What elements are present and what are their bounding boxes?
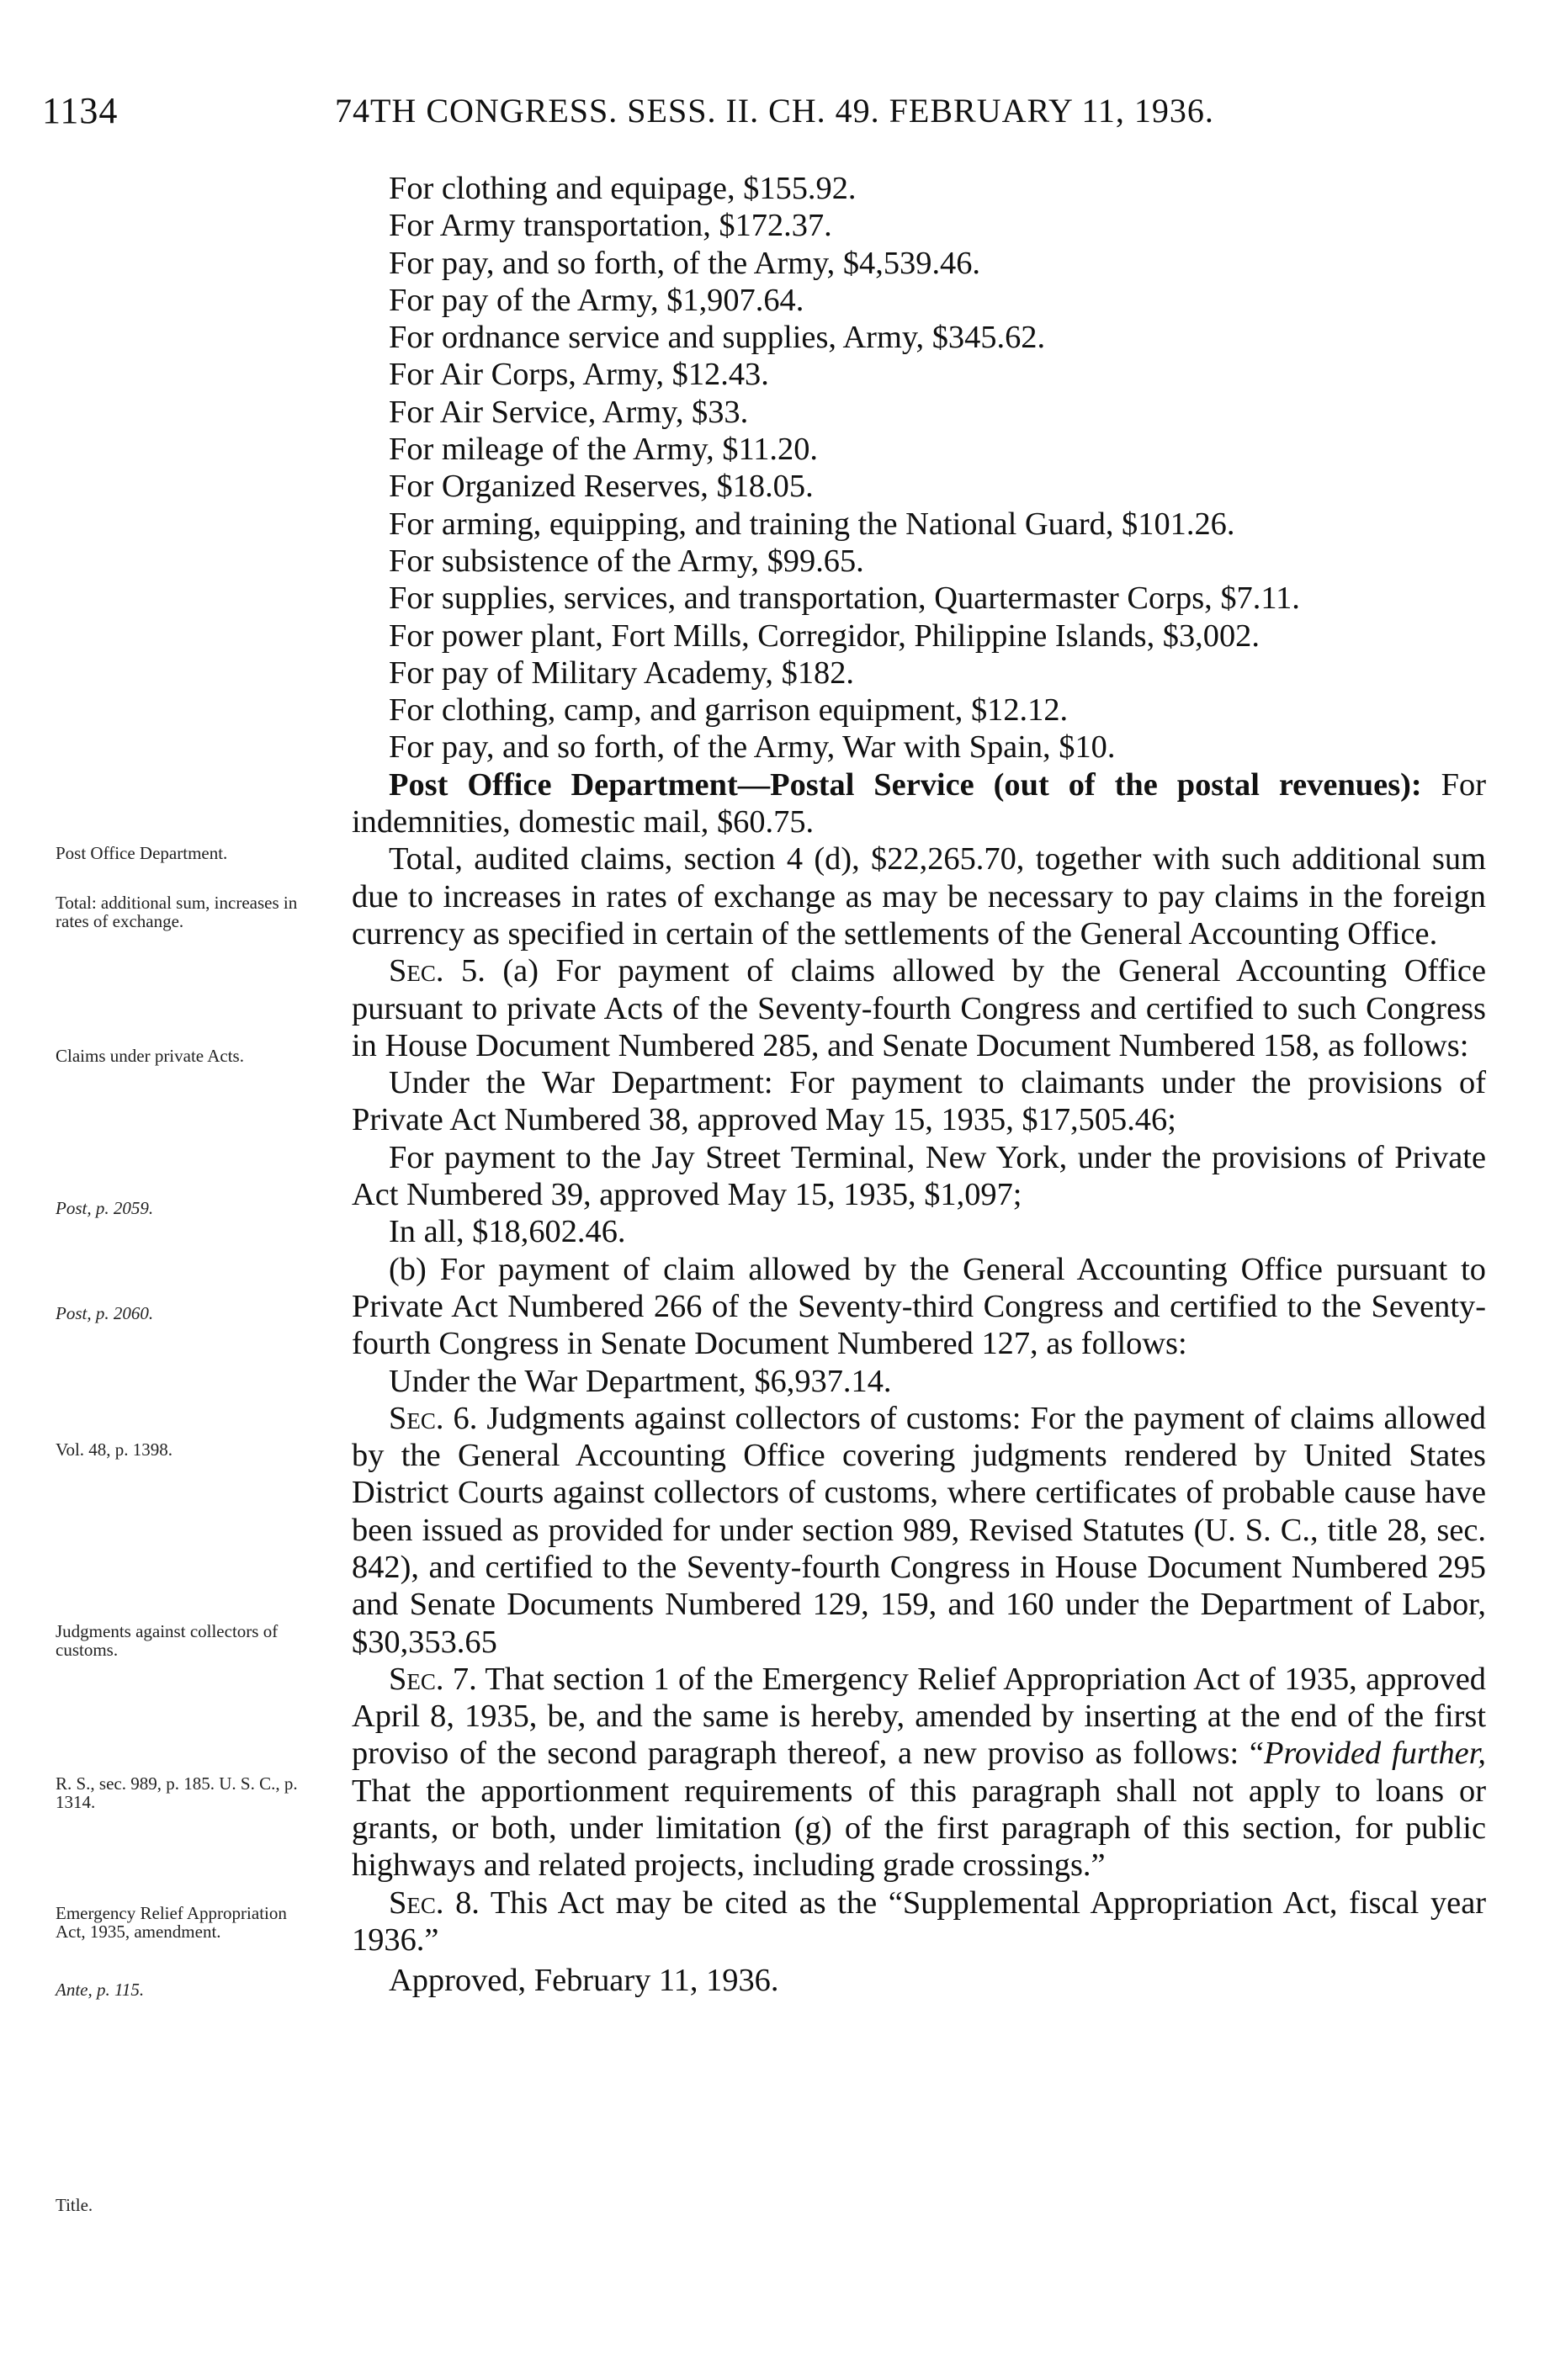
total-claims-paragraph: Total, audited claims, section 4 (d), $22,265.70, together with such additional sum due to increases in rates of exchange as may be necessary to pay claims in the foreign currency as specified in certain of the settlements of the General Accounting Office. [352, 841, 1486, 951]
sec8-text: This Act may be cited as the “Supplemental Appropriation Act, fiscal year 1936.” [352, 1884, 1487, 1958]
line-item: For pay, and so forth, of the Army, War with Spain, $10. [389, 729, 1116, 766]
margin-note-post-office: Post Office Department. [56, 843, 228, 863]
line-item: For pay of the Army, $1,907.64. [389, 282, 804, 318]
margin-note-emergency: Emergency Relief Appropriation Act, 1935, amendment. [56, 1903, 287, 1942]
line-item: For pay of Military Academy, $182. [389, 655, 855, 691]
margin-note-total: Total: additional sum, increases in rates of exchange. [56, 893, 298, 931]
sec5-text: (a) For payment of claims allowed by the General Accounting Office pursuant to private Acts of the Seventy-fourth Congress and certified to such Congress in House Document Numbered 285, and Senate Document Numbered 158, as follows: [352, 953, 1486, 1063]
approved-line: Approved, February 11, 1936. [389, 1963, 779, 1999]
post-office-text: For indemnities, domestic mail, $60.75. [352, 766, 1486, 840]
line-item: For Army transportation, $172.37. [389, 208, 832, 244]
margin-note-post-2060: Post, p. 2060. [56, 1303, 154, 1323]
line-item: For Air Service, Army, $33. [389, 394, 749, 430]
page-number: 1134 [42, 90, 119, 131]
sec6-text: Judgments against collectors of customs: For the payment of claims allowed by the General Accounting Office covering judgments rendered by United States District Courts against collectors of customs, where certificates of probable cause have been issued as provided for under section 989, Revised Statutes (U. S. C., title 28, sec. 842), and certified to the Seventy-fourth Congress in House Document Numbered 295 and Senate Documents Numbered 129, 159, and 160 under the Department of Labor, $30,353.65 [352, 1400, 1487, 1660]
congress-suffix: TH [370, 92, 417, 130]
sec5-paragraph [352, 952, 1486, 1064]
running-title: CONGRESS. SESS. II. CH. 49. FEBRUARY 11, 1936. [417, 92, 1214, 130]
sec7-paragraph [352, 1661, 1486, 1884]
line-item: For subsistence of the Army, $99.65. [389, 543, 864, 579]
sec7-label: Sec. 7. [389, 1661, 477, 1697]
running-head [335, 91, 1214, 130]
in-all-paragraph: In all, $18,602.46. [389, 1214, 626, 1250]
sec5-label: Sec. 5. [389, 953, 486, 989]
line-item: For pay, and so forth, of the Army, $4,539.46. [389, 245, 981, 281]
line-item: For mileage of the Army, $11.20. [389, 432, 819, 468]
post-office-heading: Post Office Department—Postal Service (out of the postal revenues): [389, 766, 1422, 803]
margin-note-ante-115: Ante, p. 115. [56, 1980, 145, 2000]
margin-note-judgments: Judgments against collectors of customs. [56, 1621, 279, 1660]
document-body [352, 170, 1486, 2000]
sec8-paragraph [352, 1884, 1486, 1959]
war-dept-paragraph-1: Under the War Department: For payment to claimants under the provisions of Private Act Numbered 38, approved May 15, 1935, $17,505.46; [352, 1065, 1486, 1138]
line-item: For ordnance service and supplies, Army, $345.62. [389, 320, 1046, 356]
line-item: For clothing, camp, and garrison equipment, $12.12. [389, 692, 1069, 729]
line-item: For supplies, services, and transportation, Quartermaster Corps, $7.11. [389, 580, 1300, 617]
sec7-italic: Provided further, [1263, 1736, 1486, 1772]
margin-note-rs989: R. S., sec. 989, p. 185. U. S. C., p. 1314. [56, 1773, 298, 1812]
war-dept-paragraph-2: Under the War Department, $6,937.14. [389, 1363, 892, 1399]
sec6-label: Sec. 6. [389, 1400, 478, 1436]
line-item: For arming, equipping, and training the National Guard, $101.26. [389, 506, 1235, 542]
sec7-text-b: That the apportionment requirements of this paragraph shall not apply to loans or grants, or both, under limitation (g) of the first paragraph of this section, for public highways and related projects, including grade crossings.” [352, 1773, 1486, 1884]
line-item: For clothing and equipage, $155.92. [389, 171, 857, 206]
line-item: For Air Corps, Army, $12.43. [389, 357, 769, 393]
line-item: For Organized Reserves, $18.05. [389, 469, 814, 505]
margin-note-claims-private: Claims under private Acts. [56, 1046, 244, 1066]
margin-note-title: Title. [56, 2195, 93, 2215]
page-header [0, 0, 1555, 131]
sec8-label: Sec. 8. [389, 1884, 480, 1921]
sec7-text-a: That section 1 of the Emergency Relief Appropriation Act of 1935, approved April 8, 1935, be, and the same is hereby, amended by inserting at the end of the first proviso of the second paragraph thereof, a new proviso as follows: “ [352, 1661, 1487, 1772]
sec5b-paragraph: (b) For payment of claim allowed by the General Accounting Office pursuant to Private Act Numbered 266 of the Seventy-third Congress and certified to the Seventy-fourth Congress in Senate Document Numbered 127, as follows: [352, 1251, 1486, 1362]
margin-note-vol48: Vol. 48, p. 1398. [56, 1439, 173, 1460]
jay-street-paragraph: For payment to the Jay Street Terminal, New York, under the provisions of Private Act Numbered 39, approved May 15, 1935, $1,097; [352, 1139, 1486, 1213]
sec6-paragraph [352, 1400, 1486, 1661]
post-office-paragraph [352, 766, 1486, 841]
margin-note-post-2059: Post, p. 2059. [56, 1198, 154, 1218]
line-item: For power plant, Fort Mills, Corregidor, Philippine Islands, $3,002. [389, 618, 1260, 654]
congress-ordinal: 74 [335, 92, 370, 130]
